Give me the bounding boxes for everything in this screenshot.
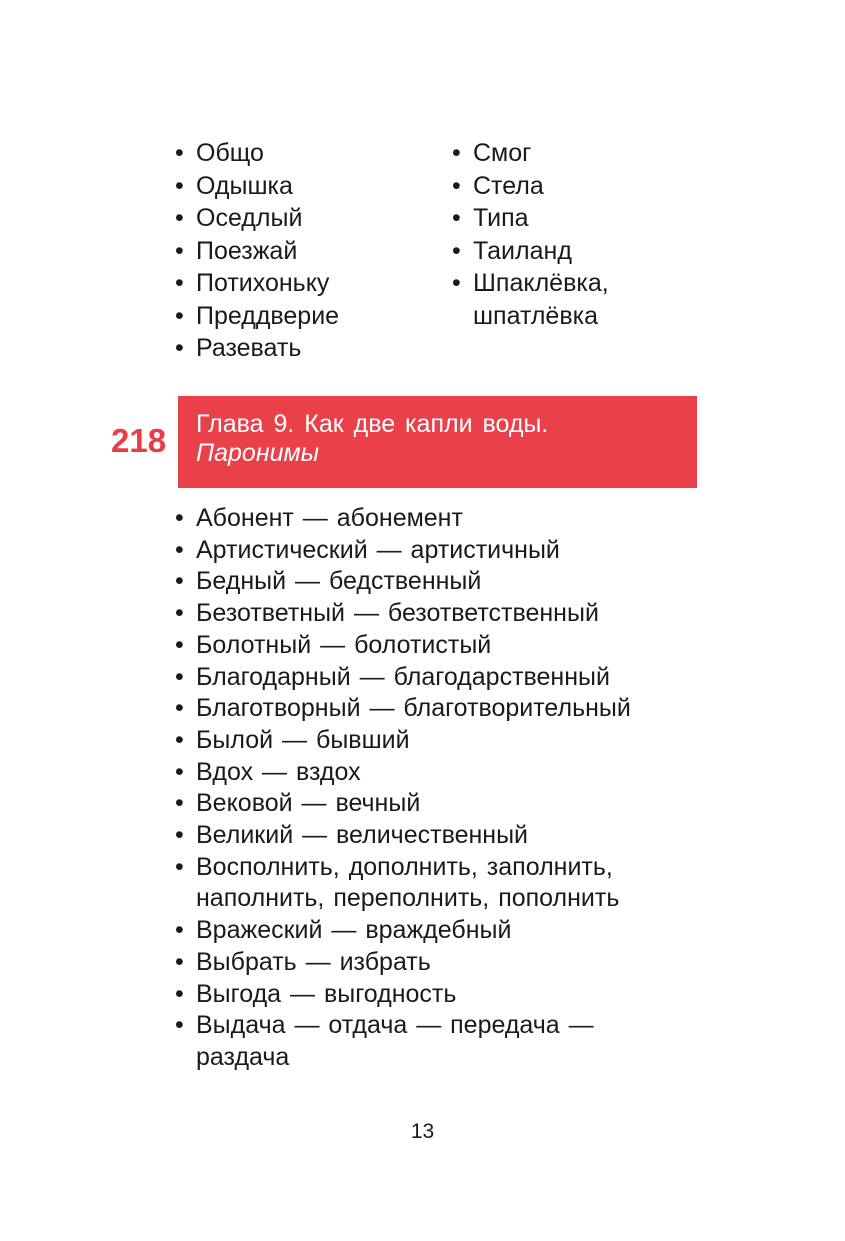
list-item: • Стела bbox=[452, 170, 673, 203]
list-item: • Таиланд bbox=[452, 235, 673, 268]
chapter-banner bbox=[178, 396, 697, 488]
list-item: • Разевать bbox=[175, 332, 339, 365]
list-item: • Восполнить, дополнить, заполнить, наполнить, переполнить, пополнить bbox=[175, 852, 681, 915]
list-item: • Выдача — отдача — передача — раздача bbox=[175, 1010, 666, 1073]
top-list-right bbox=[452, 137, 673, 332]
list-item: • Великий — величественный bbox=[175, 820, 681, 852]
chapter-title: Глава 9. Как две капли воды. bbox=[196, 410, 549, 438]
list-item: • Благотворный — благотворительный bbox=[175, 693, 681, 725]
page-number: 13 bbox=[410, 1120, 435, 1143]
list-item: • Выбрать — избрать bbox=[175, 947, 681, 979]
list-item: • Преддверие bbox=[175, 300, 339, 333]
list-item: • Вековой — вечный bbox=[175, 788, 681, 820]
list-item: • Бедный — бедственный bbox=[175, 566, 681, 598]
list-item: • Артистический — артистичный bbox=[175, 535, 681, 567]
list-item: • Типа bbox=[452, 202, 673, 235]
list-item: • Абонент — абонемент bbox=[175, 503, 681, 535]
list-item: • Безответный — безответственный bbox=[175, 598, 681, 630]
list-item: • Вдох — вздох bbox=[175, 757, 681, 789]
list-item: • Поезжай bbox=[175, 235, 339, 268]
list-item: • Вражеский — враждебный bbox=[175, 915, 681, 947]
list-item: • Потихоньку bbox=[175, 267, 339, 300]
section-number: 218 bbox=[111, 422, 167, 459]
list-item: • Оседлый bbox=[175, 202, 339, 235]
list-item: • Смог bbox=[452, 137, 673, 170]
list-item: • Общо bbox=[175, 137, 339, 170]
list-item: • Шпаклёвка, шпатлёвка bbox=[452, 267, 673, 332]
chapter-subtitle: Паронимы bbox=[196, 439, 320, 467]
paronyms-list bbox=[175, 503, 681, 1074]
list-item: • Болотный — болотистый bbox=[175, 630, 681, 662]
list-item: • Одышка bbox=[175, 170, 339, 203]
top-list-left bbox=[175, 137, 339, 365]
list-item: • Благодарный — благодарственный bbox=[175, 662, 681, 694]
list-item: • Выгода — выгодность bbox=[175, 979, 681, 1011]
list-item: • Былой — бывший bbox=[175, 725, 681, 757]
